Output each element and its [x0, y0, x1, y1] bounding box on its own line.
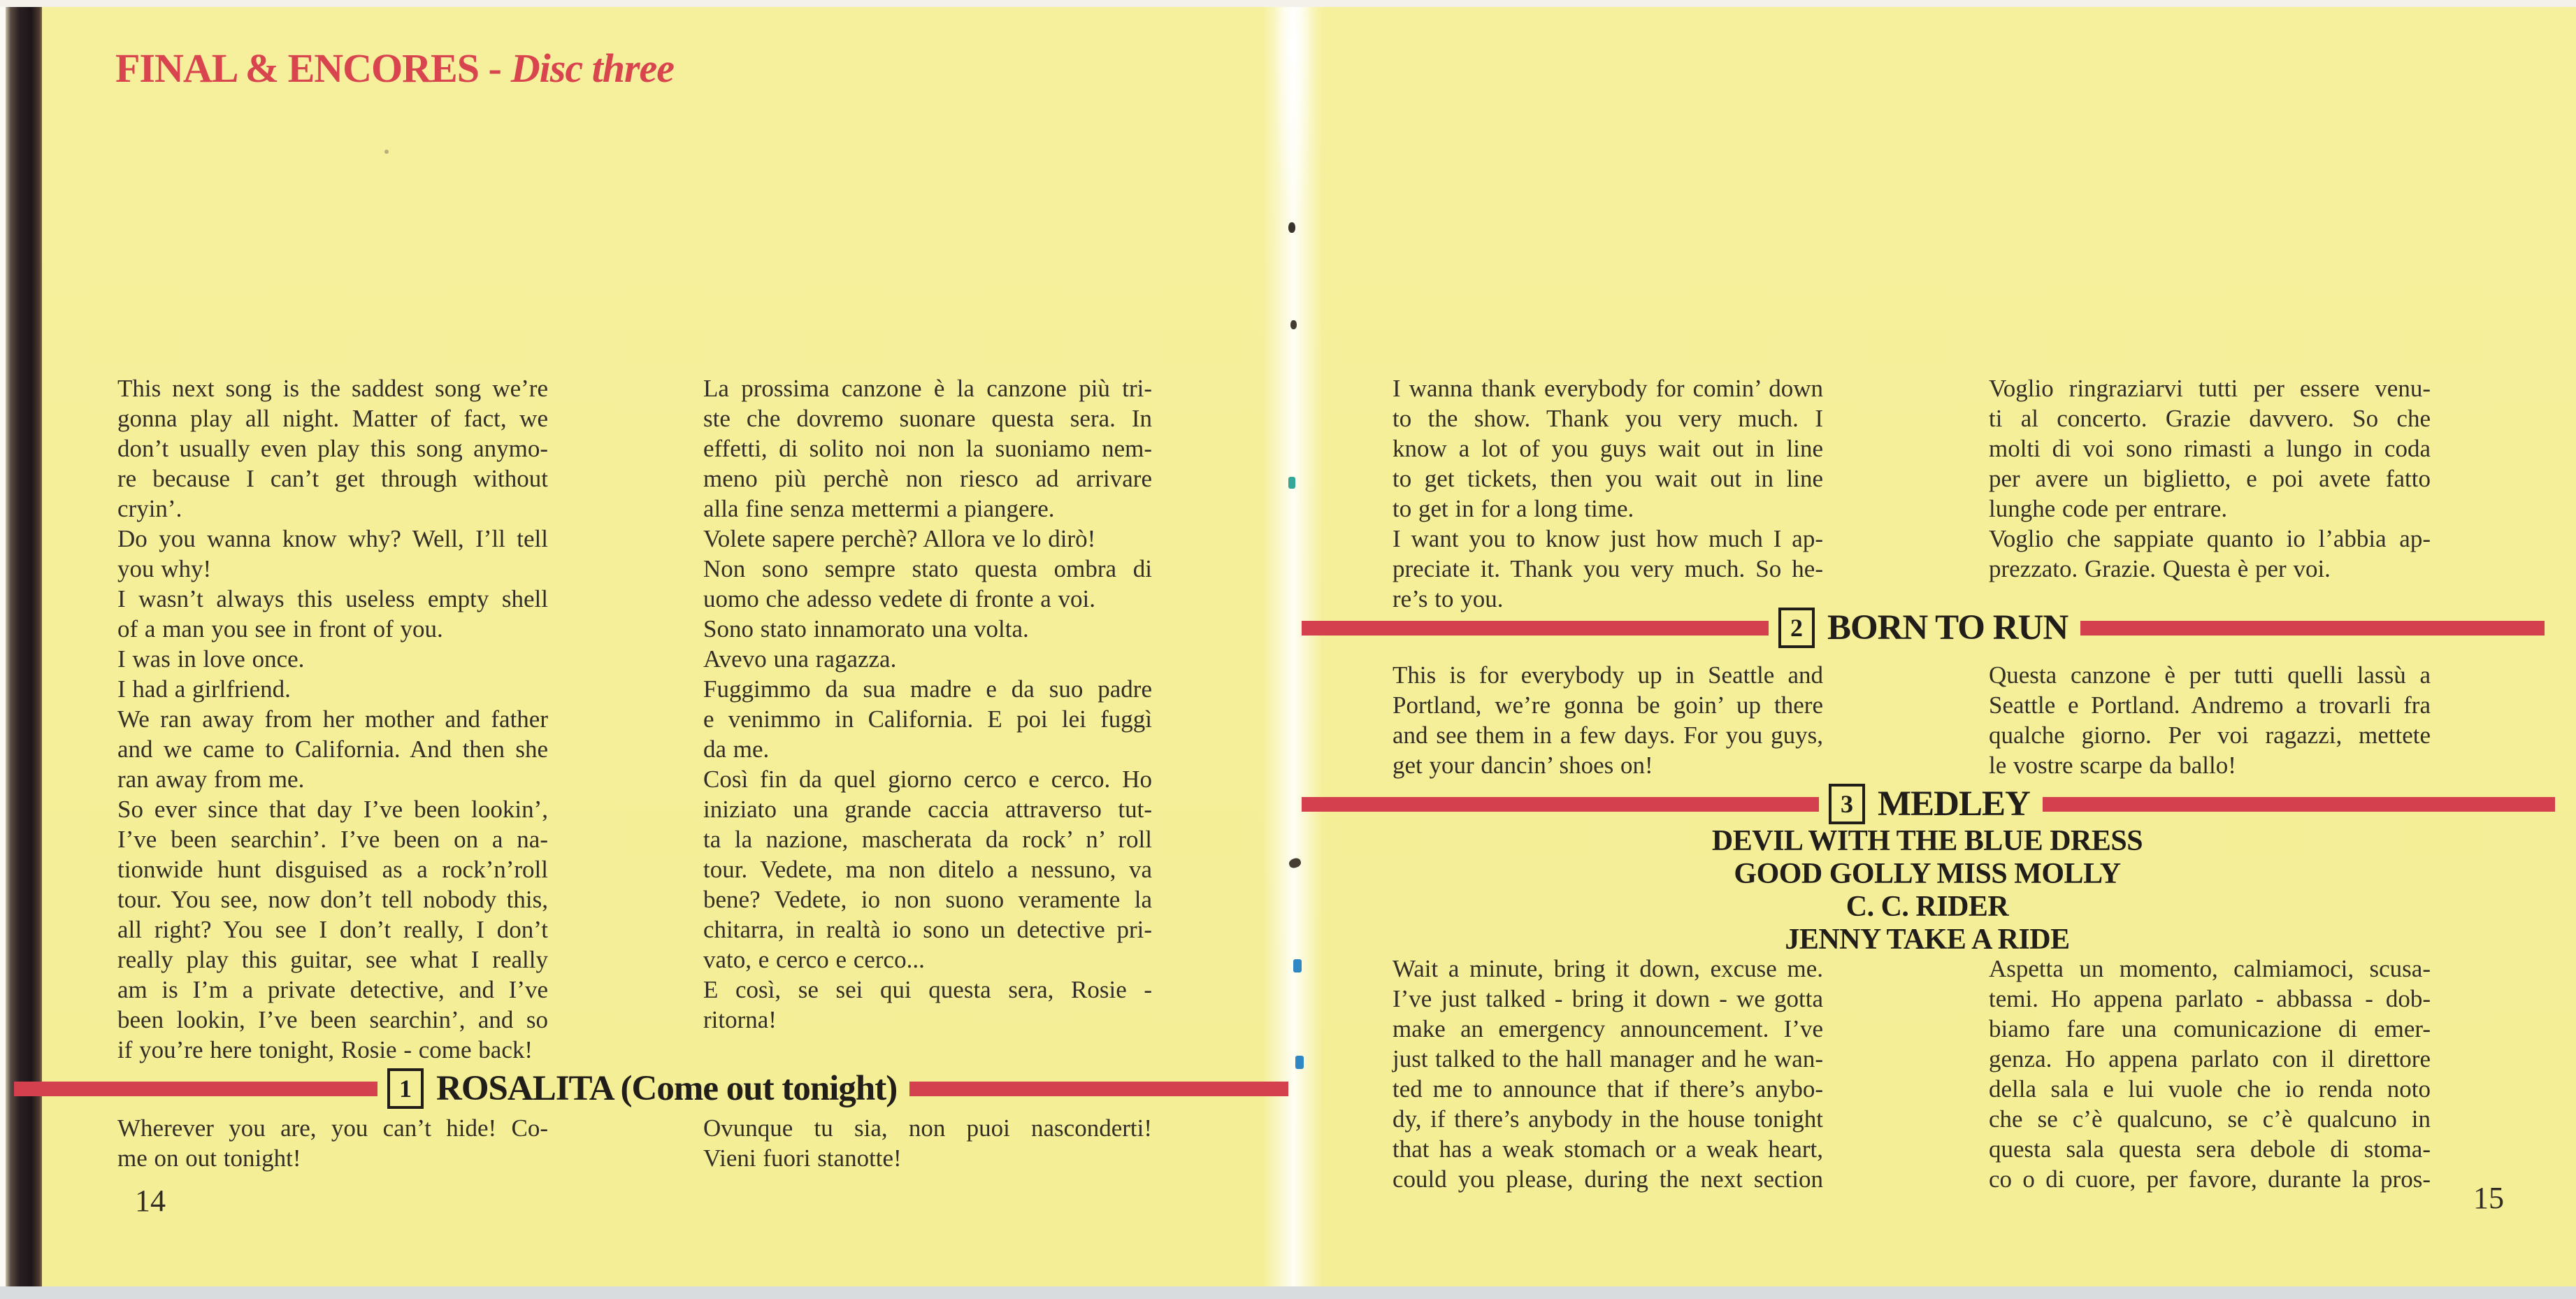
- text-line: Così fin da quel giorno cerco e cerco. Ho: [703, 766, 1152, 793]
- text-line: just talked to the hall manager and he wan-: [1393, 1045, 1823, 1072]
- page-title: [115, 45, 674, 92]
- page-number-left: 14: [135, 1184, 166, 1218]
- text-line: Portland, we’re gonna be goin’ up there: [1393, 691, 1823, 719]
- track-title: BORN TO RUN: [1827, 608, 2068, 647]
- text-line: re’s to you.: [1393, 585, 1504, 612]
- text-line: da me.: [703, 735, 770, 763]
- text-line: Seattle e Portland. Andremo a trovarli fra: [1989, 691, 2431, 719]
- page-title-main: FINAL & ENCORES -: [115, 45, 501, 91]
- staple-mark: [1290, 320, 1297, 329]
- track-number-box: [387, 1068, 424, 1109]
- text-line: iniziato una grande caccia attraverso tut-: [703, 796, 1152, 823]
- text-line: Wherever you are, you can’t hide! Co-: [117, 1114, 548, 1142]
- text-line: I’ve just talked - bring it down - we gotta: [1393, 985, 1823, 1012]
- medley-english-column: [1393, 954, 1823, 1194]
- right-page-italian-column: [1989, 373, 2431, 584]
- text-line: le vostre scarpe da ballo!: [1989, 752, 2236, 779]
- born-to-run-english-column: [1393, 660, 1823, 780]
- text-line: and see them in a few days. For you guys,: [1393, 722, 1823, 749]
- text-line: ta la nazione, mascherata da rock’ n’ roll: [703, 826, 1152, 853]
- text-line: alla fine senza mettermi a piangere.: [703, 495, 1055, 522]
- text-line: Non sono sempre stato questa ombra di: [703, 555, 1152, 582]
- track-band-medley: [1302, 782, 2555, 826]
- text-line: ritorna!: [703, 1006, 777, 1033]
- text-line: that has a weak stomach or a weak heart,: [1393, 1135, 1823, 1163]
- paper-speck: [384, 150, 389, 154]
- text-line: Voglio ringraziarvi tutti per essere venu-: [1989, 375, 2431, 402]
- text-line: could you please, during the next section: [1393, 1165, 1823, 1193]
- text-line: I wasn’t always this useless empty shell: [117, 585, 548, 612]
- track-title: MEDLEY: [1878, 784, 2030, 824]
- text-line: che se c’è qualcuno, se c’è qualcuno in: [1989, 1105, 2431, 1133]
- text-line: Volete sapere perchè? Allora ve lo dirò!: [703, 525, 1096, 552]
- medley-song-title: GOOD GOLLY MISS MOLLY: [1734, 858, 2121, 890]
- text-line: chitarra, in realtà io sono un detective pri-: [703, 916, 1152, 943]
- text-line: tour. You see, now don’t tell nobody this,: [117, 886, 548, 913]
- text-line: Ovunque tu sia, non puoi nasconderti!: [703, 1114, 1152, 1142]
- text-line: prezzato. Grazie. Questa è per voi.: [1989, 555, 2331, 582]
- text-line: co o di cuore, per favore, durante la pros-: [1989, 1165, 2431, 1193]
- scan-edge-top: [0, 0, 2576, 7]
- text-line: questa sala questa sera debole di stoma-: [1989, 1135, 2431, 1163]
- text-line: Avevo una ragazza.: [703, 645, 897, 673]
- text-line: tionwide hunt disguised as a rock’n’roll: [117, 856, 548, 883]
- red-bar-left: [14, 1082, 377, 1096]
- medley-song-title: JENNY TAKE A RIDE: [1785, 924, 2070, 956]
- text-line: all right? You see I don’t really, I don’t: [117, 916, 548, 943]
- text-line: cryin’.: [117, 495, 182, 522]
- text-line: ted me to announce that if there’s anybo-: [1393, 1075, 1823, 1103]
- medley-italian-column: [1989, 954, 2431, 1194]
- red-bar-right: [2043, 797, 2555, 812]
- text-line: ste che dovremo suonare questa sera. In: [703, 405, 1152, 432]
- text-line: Vieni fuori stanotte!: [703, 1144, 902, 1172]
- born-to-run-italian-column: [1989, 660, 2431, 780]
- text-line: La prossima canzone è la canzone più tri-: [703, 375, 1152, 402]
- text-line: Wait a minute, bring it down, excuse me.: [1393, 955, 1823, 982]
- gutter-highlight: [1274, 7, 1313, 238]
- text-line: I was in love once.: [117, 645, 305, 673]
- track-number: 3: [1841, 790, 1853, 818]
- text-line: This is for everybody up in Seattle and: [1393, 661, 1823, 689]
- text-line: uomo che adesso vedete di fronte a voi.: [703, 585, 1095, 612]
- text-line: temi. Ho appena parlato - abbassa - dob-: [1989, 985, 2431, 1012]
- red-bar-right: [2080, 621, 2545, 636]
- text-line: of a man you see in front of you.: [117, 615, 443, 643]
- left-page-english-column: [117, 373, 548, 1065]
- rosalita-english-column: [117, 1113, 548, 1173]
- track-band-born-to-run: [1302, 605, 2545, 650]
- text-line: you why!: [117, 555, 212, 582]
- text-line: vato, e cerco e cerco...: [703, 946, 925, 973]
- text-line: Fuggimmo da sua madre e da suo padre: [703, 675, 1152, 703]
- text-line: ran away from me.: [117, 766, 305, 793]
- right-page-english-column: [1393, 373, 1823, 614]
- track-number: 2: [1790, 614, 1803, 642]
- text-line: I want you to know just how much I ap-: [1393, 525, 1823, 552]
- text-line: gonna play all night. Matter of fact, we: [117, 405, 548, 432]
- staple-mark: [1288, 222, 1295, 233]
- text-line: genza. Ho appena parlato con il direttore: [1989, 1045, 2431, 1072]
- text-line: per avere un biglietto, e poi avete fatto: [1989, 465, 2431, 492]
- text-line: This next song is the saddest song we’re: [117, 375, 548, 402]
- page-number-right: 15: [2473, 1181, 2504, 1215]
- text-line: della sala e lui vuole che io renda noto: [1989, 1075, 2431, 1103]
- track-number-box: [1829, 784, 1865, 824]
- text-line: qualche giorno. Per voi ragazzi, mettete: [1989, 722, 2431, 749]
- medley-song-title: C. C. RIDER: [1845, 891, 2009, 923]
- text-line: get your dancin’ shoes on!: [1393, 752, 1653, 779]
- track-title: ROSALITA (Come out tonight): [436, 1069, 898, 1108]
- text-line: e venimmo in California. E poi lei fuggì: [703, 705, 1152, 733]
- text-line: E così, se sei qui questa sera, Rosie -: [703, 976, 1152, 1003]
- text-line: We ran away from her mother and father: [117, 705, 548, 733]
- text-line: ti al concerto. Grazie davvero. So che: [1989, 405, 2431, 432]
- text-line: to the show. Thank you very much. I: [1393, 405, 1823, 432]
- text-line: make an emergency announcement. I’ve: [1393, 1015, 1823, 1042]
- text-line: tour. Vedete, ma non ditelo a nessuno, va: [703, 856, 1152, 883]
- text-line: Questa canzone è per tutti quelli lassù a: [1989, 661, 2431, 689]
- gutter-speck-teal: [1288, 477, 1295, 489]
- text-line: me on out tonight!: [117, 1144, 301, 1172]
- text-line: dy, if there’s anybody in the house tonight: [1393, 1105, 1823, 1133]
- scan-edge-bottom: [0, 1286, 2576, 1299]
- text-line: effetti, di solito noi non la suoniamo nem-: [703, 435, 1152, 462]
- text-line: know a lot of you guys wait out in line: [1393, 435, 1823, 462]
- text-line: Sono stato innamorato una volta.: [703, 615, 1029, 643]
- text-line: and we came to California. And then she: [117, 735, 548, 763]
- red-bar-right: [909, 1082, 1288, 1096]
- text-line: biamo fare una comunicazione di emer-: [1989, 1015, 2431, 1042]
- text-line: Aspetta un momento, calmiamoci, scusa-: [1989, 955, 2431, 982]
- rosalita-italian-column: [703, 1113, 1152, 1173]
- text-line: to get tickets, then you wait out in line: [1393, 465, 1823, 492]
- text-line: Voglio che sappiate quanto io l’abbia ap-: [1989, 525, 2431, 552]
- text-line: Do you wanna know why? Well, I’ll tell: [117, 525, 548, 552]
- page-title-italic: Disc three: [510, 45, 675, 91]
- text-line: I had a girlfriend.: [117, 675, 291, 703]
- text-line: really play this guitar, see what I really: [117, 946, 548, 973]
- text-line: don’t usually even play this song anymo-: [117, 435, 548, 462]
- text-line: if you’re here tonight, Rosie - come back!: [117, 1036, 533, 1063]
- text-line: to get in for a long time.: [1393, 495, 1634, 522]
- text-line: re because I can’t get through without: [117, 465, 548, 492]
- text-line: been lookin, I’ve been searchin’, and so: [117, 1006, 548, 1033]
- red-bar-left: [1302, 797, 1819, 812]
- left-page-italian-column: [703, 373, 1152, 1035]
- text-line: molti di voi sono rimasti a lungo in coda: [1989, 435, 2431, 462]
- medley-song-list: [1309, 825, 2546, 956]
- text-line: preciate it. Thank you very much. So he-: [1393, 555, 1823, 582]
- red-bar-left: [1302, 621, 1769, 636]
- medley-song-title: DEVIL WITH THE BLUE DRESS: [1711, 825, 2143, 857]
- gutter-speck-blue: [1293, 959, 1302, 973]
- track-number-box: [1778, 608, 1815, 648]
- text-line: am is I’m a private detective, and I’ve: [117, 976, 548, 1003]
- text-line: bene? Vedete, io non suono veramente la: [703, 886, 1152, 913]
- text-line: I wanna thank everybody for comin’ down: [1393, 375, 1823, 402]
- text-line: lunghe code per entrare.: [1989, 495, 2228, 522]
- text-line: I’ve been searchin’. I’ve been on a na-: [117, 826, 548, 853]
- gutter-speck-blue: [1295, 1056, 1304, 1069]
- text-line: meno più perchè non riesco ad arrivare: [703, 465, 1152, 492]
- track-band-rosalita: [14, 1066, 1288, 1111]
- track-number: 1: [399, 1075, 412, 1103]
- text-line: So ever since that day I’ve been lookin’,: [117, 796, 548, 823]
